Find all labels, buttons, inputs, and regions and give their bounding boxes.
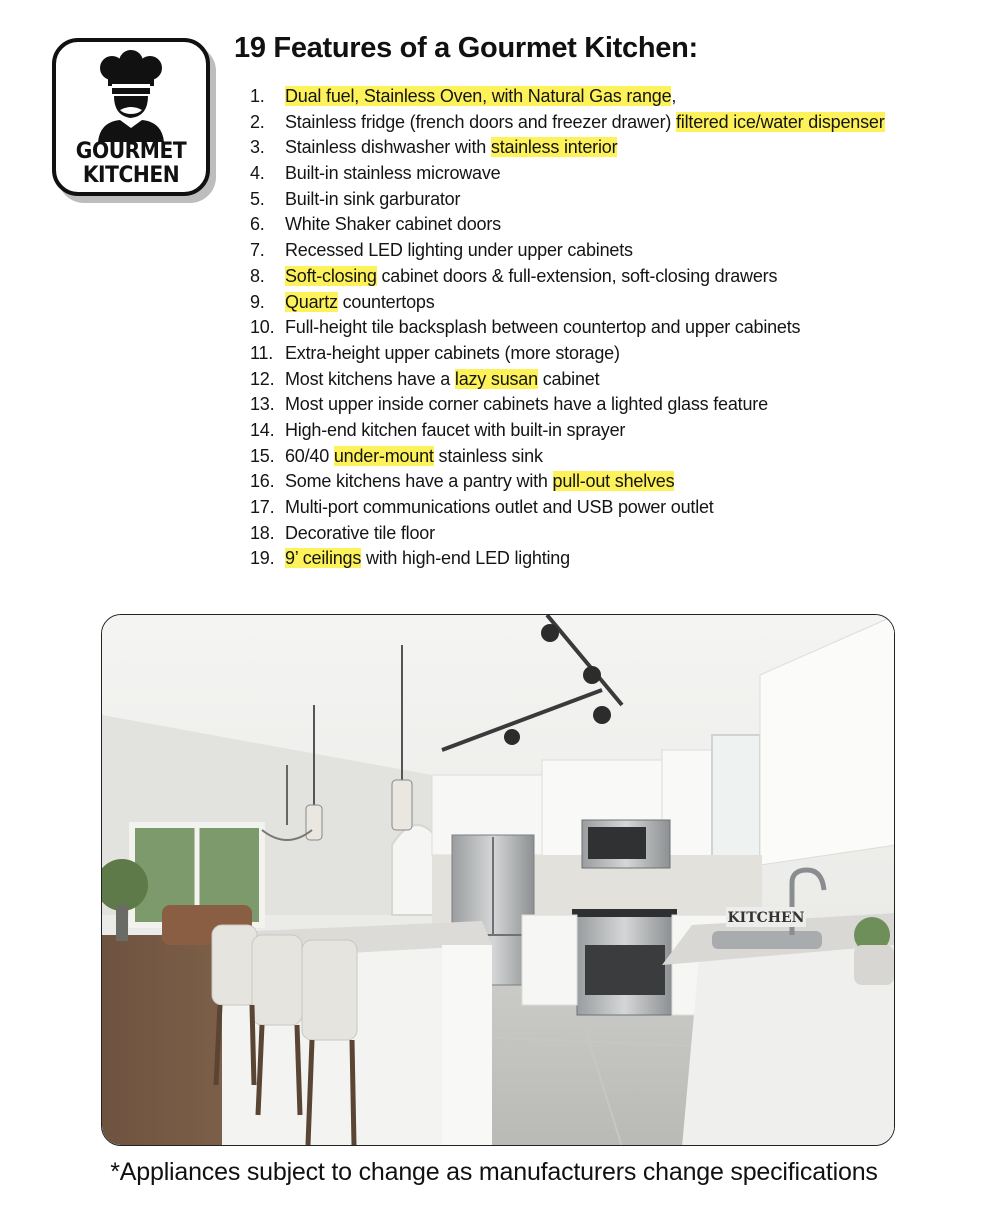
feature-text: Most upper inside corner cabinets have a lighted glass feature [285, 394, 768, 415]
highlighted-text: lazy susan [454, 368, 538, 389]
kitchen-sign-text: KITCHEN [727, 910, 805, 926]
feature-text: Full-height tile backsplash between countertop and upper cabinets [285, 317, 801, 338]
feature-text: Stainless dishwasher with [285, 137, 491, 158]
feature-text: High-end kitchen faucet with built-in sprayer [285, 419, 626, 440]
gourmet-kitchen-logo [52, 38, 210, 196]
feature-number: 15. [250, 445, 275, 466]
feature-number: 6. [250, 214, 265, 235]
feature-number: 13. [250, 394, 275, 415]
highlighted-text: Dual fuel, Stainless Oven, with Natural Gas range [285, 86, 672, 106]
feature-number: 18. [250, 522, 275, 543]
feature-item [250, 290, 885, 316]
feature-item [250, 315, 885, 341]
highlighted-text: under-mount [333, 445, 434, 466]
feature-text: White Shaker cabinet doors [285, 214, 501, 235]
footnote: *Appliances subject to change as manufacturers change specifications [110, 1158, 878, 1186]
feature-item [250, 238, 885, 264]
feature-text: , [671, 86, 677, 106]
feature-number: 17. [250, 497, 275, 517]
feature-item [250, 84, 885, 110]
feature-item [250, 418, 885, 444]
feature-text: cabinet doors & full-extension, soft-closing drawers [376, 265, 778, 286]
feature-text: Some kitchens have a pantry with [285, 471, 553, 492]
logo-text [62, 140, 200, 188]
feature-number: 5. [250, 188, 265, 209]
feature-text: cabinet [537, 368, 600, 389]
kitchen-photo [101, 614, 895, 1146]
feature-item [250, 546, 885, 572]
feature-item [250, 367, 885, 393]
highlighted-text: Soft-closing [285, 265, 377, 286]
feature-text: Decorative tile floor [285, 522, 435, 543]
highlighted-text: pull-out shelves [552, 471, 675, 492]
feature-number: 3. [250, 137, 265, 158]
feature-text: with high-end LED lighting [361, 548, 570, 569]
feature-number: 8. [250, 265, 265, 286]
highlighted-text: Quartz [285, 291, 338, 312]
feature-item [250, 110, 885, 136]
feature-number: 9. [250, 291, 265, 312]
feature-text: Built-in stainless microwave [285, 163, 501, 184]
feature-number: 11. [250, 342, 274, 363]
feature-item [250, 495, 885, 521]
feature-text: Stainless fridge (french doors and freezer drawer) [285, 111, 676, 132]
feature-number: 14. [250, 419, 275, 440]
chef-icon [94, 50, 168, 142]
feature-text: Multi-port communications outlet and USB power outlet [285, 497, 714, 517]
feature-text: Extra-height upper cabinets (more storage) [285, 342, 620, 363]
feature-text: Built-in sink garburator [285, 188, 461, 209]
feature-number: 10. [250, 317, 275, 338]
feature-number: 2. [250, 111, 265, 132]
page-title: 19 Features of a Gourmet Kitchen: [234, 32, 698, 64]
highlighted-text: filtered ice/water dispenser [676, 111, 885, 132]
feature-item [250, 135, 885, 161]
feature-number: 1. [250, 86, 265, 106]
feature-text: Recessed LED lighting under upper cabinets [285, 240, 633, 261]
feature-number: 16. [250, 471, 275, 492]
feature-item [250, 264, 885, 290]
feature-number: 4. [250, 163, 265, 184]
feature-list [250, 84, 885, 572]
feature-number: 7. [250, 240, 265, 261]
feature-item [250, 161, 885, 187]
feature-text: Most kitchens have a [285, 368, 455, 389]
feature-item [250, 212, 885, 238]
feature-number: 12. [250, 368, 275, 389]
feature-number: 19. [250, 548, 275, 569]
feature-text: stainless sink [433, 445, 543, 466]
feature-item [250, 392, 885, 418]
logo-line-2: KITCHEN [82, 163, 180, 188]
feature-item [250, 341, 885, 367]
feature-text: 60/40 [285, 445, 334, 466]
feature-item [250, 187, 885, 213]
highlighted-text: stainless interior [490, 137, 618, 158]
feature-item [250, 444, 885, 470]
logo-line-1: GOURMET [75, 139, 187, 164]
feature-text: countertops [337, 291, 435, 312]
feature-item [250, 469, 885, 495]
highlighted-text: 9’ ceilings [285, 548, 362, 569]
feature-item [250, 521, 885, 547]
